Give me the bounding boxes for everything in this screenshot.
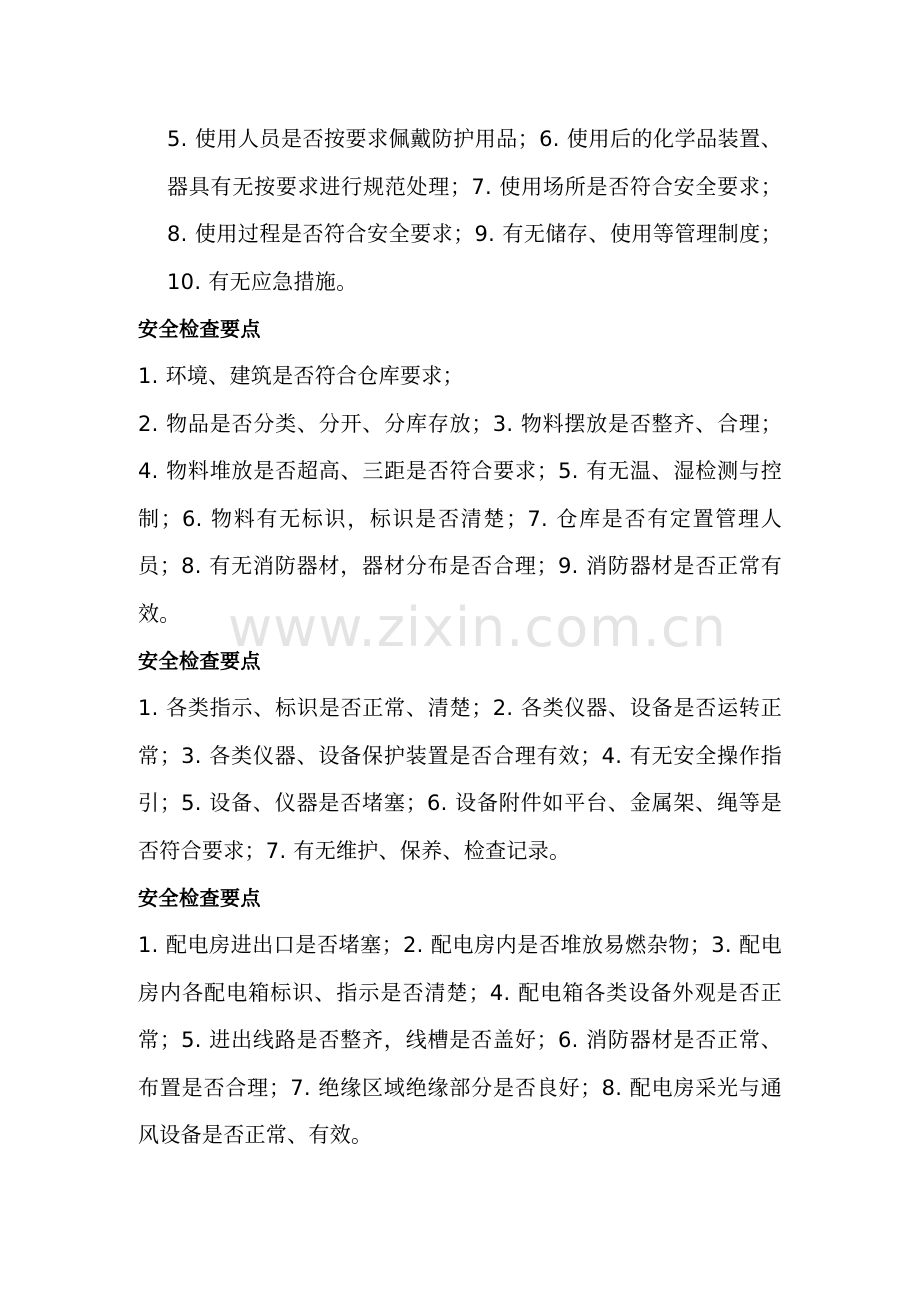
watermark-text: www.zixin.com.cn	[228, 596, 727, 659]
section-paragraph: 2. 物品是否分类、分开、分库存放；3. 物料摆放是否整齐、合理；4. 物料堆放是否超高、三距是否符合要求；5. 有无温、湿检测与控制；6. 物料有无标识，标识是否清楚；7. 仓库是否有定置管理人员；8. 有无消防器材，器材分布是否合理；9. 消防器材是否正常有效。	[138, 411, 782, 626]
section-heading: 安全检查要点	[138, 649, 261, 673]
section-paragraph: 1. 配电房进出口是否堵塞；2. 配电房内是否堆放易燃杂物；3. 配电房内各配电箱标识、指示是否清楚；4. 配电箱各类设备外观是否正常；5. 进出线路是否整齐，线槽是否盖好；6. 消防器材是否正常、布置是否合理；7. 绝缘区域绝缘部分是否良好；8. 配电房采光与通风设备是否正常、有效。	[138, 933, 782, 1147]
document-body	[138, 116, 782, 1160]
section-paragraph: 1. 环境、建筑是否符合仓库要求；	[138, 364, 464, 388]
section-heading: 安全检查要点	[138, 886, 261, 910]
section-heading: 安全检查要点	[138, 317, 261, 341]
section-paragraph: 1. 各类指示、标识是否正常、清楚；2. 各类仪器、设备是否运转正常；3. 各类仪器、设备保护装置是否合理有效；4. 有无安全操作指引；5. 设备、仪器是否堵塞；6. 设备附件如平台、金属架、绳等是否符合要求；7. 有无维护、保养、检查记录。	[138, 696, 782, 863]
intro-paragraph: 5. 使用人员是否按要求佩戴防护用品；6. 使用后的化学品装置、器具有无按要求进行规范处理；7. 使用场所是否符合安全要求；8. 使用过程是否符合安全要求；9. 有无储存、使用等管理制度；10. 有无应急措施。	[167, 127, 782, 294]
